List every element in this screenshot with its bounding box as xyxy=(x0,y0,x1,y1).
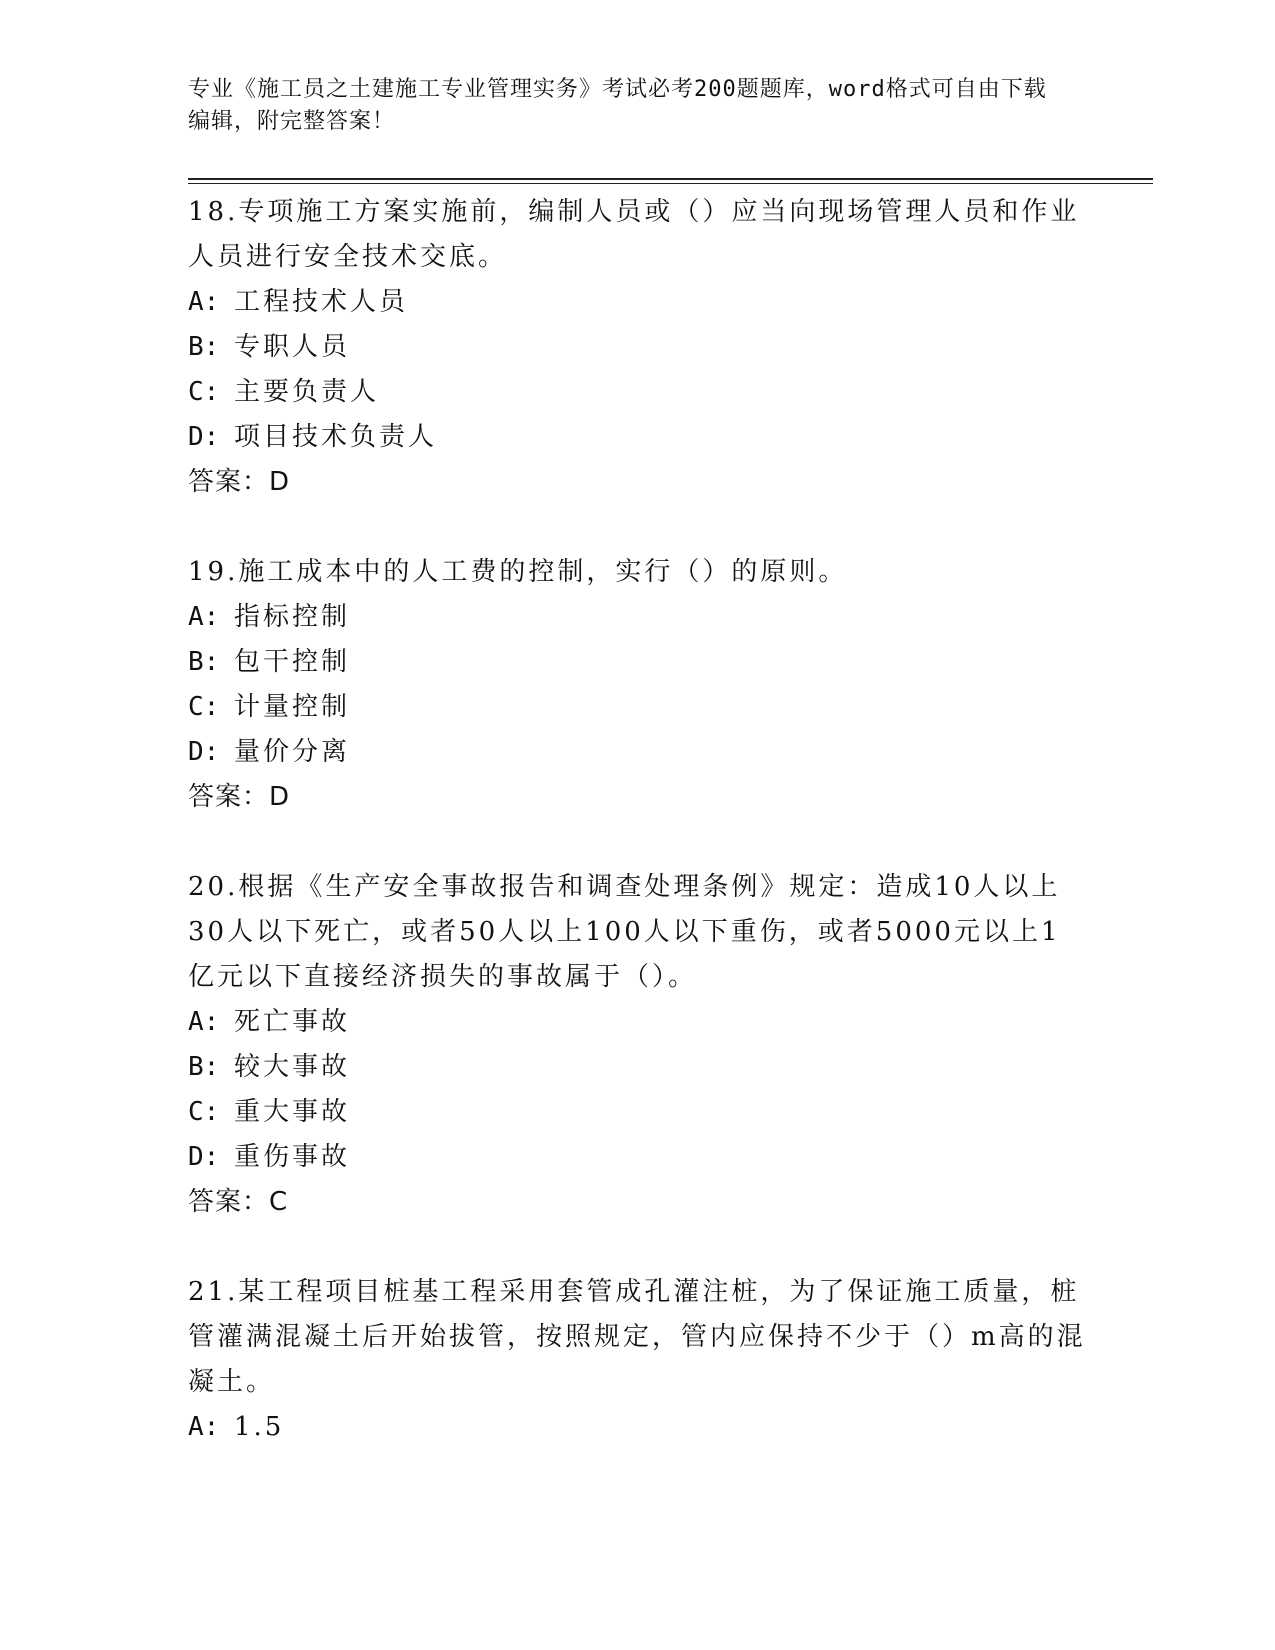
option-text: 包干控制 xyxy=(234,647,351,677)
option-letter: D: xyxy=(188,737,220,767)
option-letter: B: xyxy=(188,332,220,362)
option-a xyxy=(188,595,1088,640)
option-text: 专职人员 xyxy=(234,332,351,362)
option-letter: B: xyxy=(188,647,220,677)
option-text: 较大事故 xyxy=(234,1052,351,1082)
option-letter: A: xyxy=(188,287,220,317)
question-text: 19.施工成本中的人工费的控制，实行（）的原则。 xyxy=(188,557,848,587)
question-21 xyxy=(188,1270,1088,1450)
option-text: 主要负责人 xyxy=(234,377,380,407)
option-text: 指标控制 xyxy=(234,602,351,632)
answer: 答案：D xyxy=(188,782,291,812)
option-d xyxy=(188,415,1088,460)
option-text: 计量控制 xyxy=(234,692,351,722)
option-a xyxy=(188,1000,1088,1045)
option-letter: B: xyxy=(188,1052,220,1082)
option-text: 项目技术负责人 xyxy=(234,422,438,452)
option-a xyxy=(188,280,1088,325)
question-text: 18.专项施工方案实施前，编制人员或（）应当向现场管理人员和作业人员进行安全技术交底。 xyxy=(188,197,1080,272)
option-text: 重大事故 xyxy=(234,1097,351,1127)
option-b xyxy=(188,325,1088,370)
question-19 xyxy=(188,550,1088,820)
option-text: 死亡事故 xyxy=(234,1007,351,1037)
question-text: 21.某工程项目桩基工程采用套管成孔灌注桩，为了保证施工质量，桩管灌满混凝土后开始拔管，按照规定，管内应保持不少于（）m高的混凝土。 xyxy=(188,1277,1086,1397)
option-letter: A: xyxy=(188,1412,220,1442)
option-text: 1.5 xyxy=(234,1412,285,1442)
option-letter: D: xyxy=(188,422,220,452)
question-20 xyxy=(188,865,1088,1225)
option-text: 工程技术人员 xyxy=(234,287,409,317)
option-c xyxy=(188,685,1088,730)
option-a xyxy=(188,1405,1088,1450)
answer: 答案：C xyxy=(188,1187,289,1217)
option-letter: C: xyxy=(188,377,220,407)
question-18 xyxy=(188,190,1088,505)
option-letter: A: xyxy=(188,1007,220,1037)
option-letter: C: xyxy=(188,1097,220,1127)
option-d xyxy=(188,1135,1088,1180)
option-b xyxy=(188,640,1088,685)
option-b xyxy=(188,1045,1088,1090)
document-header: 专业《施工员之土建施工专业管理实务》考试必考200题题库，word格式可自由下载编辑，附完整答案！ xyxy=(188,77,1047,134)
option-text: 重伤事故 xyxy=(234,1142,351,1172)
option-c xyxy=(188,1090,1088,1135)
header-divider xyxy=(188,178,1153,184)
option-text: 量价分离 xyxy=(234,737,351,767)
question-text: 20.根据《生产安全事故报告和调查处理条例》规定：造成10人以上30人以下死亡，或者50人以上100人以下重伤，或者5000元以上1亿元以下直接经济损失的事故属于（）。 xyxy=(188,872,1061,992)
option-c xyxy=(188,370,1088,415)
option-d xyxy=(188,730,1088,775)
question-list xyxy=(188,190,1088,1495)
option-letter: A: xyxy=(188,602,220,632)
option-letter: C: xyxy=(188,692,220,722)
answer: 答案：D xyxy=(188,467,291,497)
option-letter: D: xyxy=(188,1142,220,1172)
